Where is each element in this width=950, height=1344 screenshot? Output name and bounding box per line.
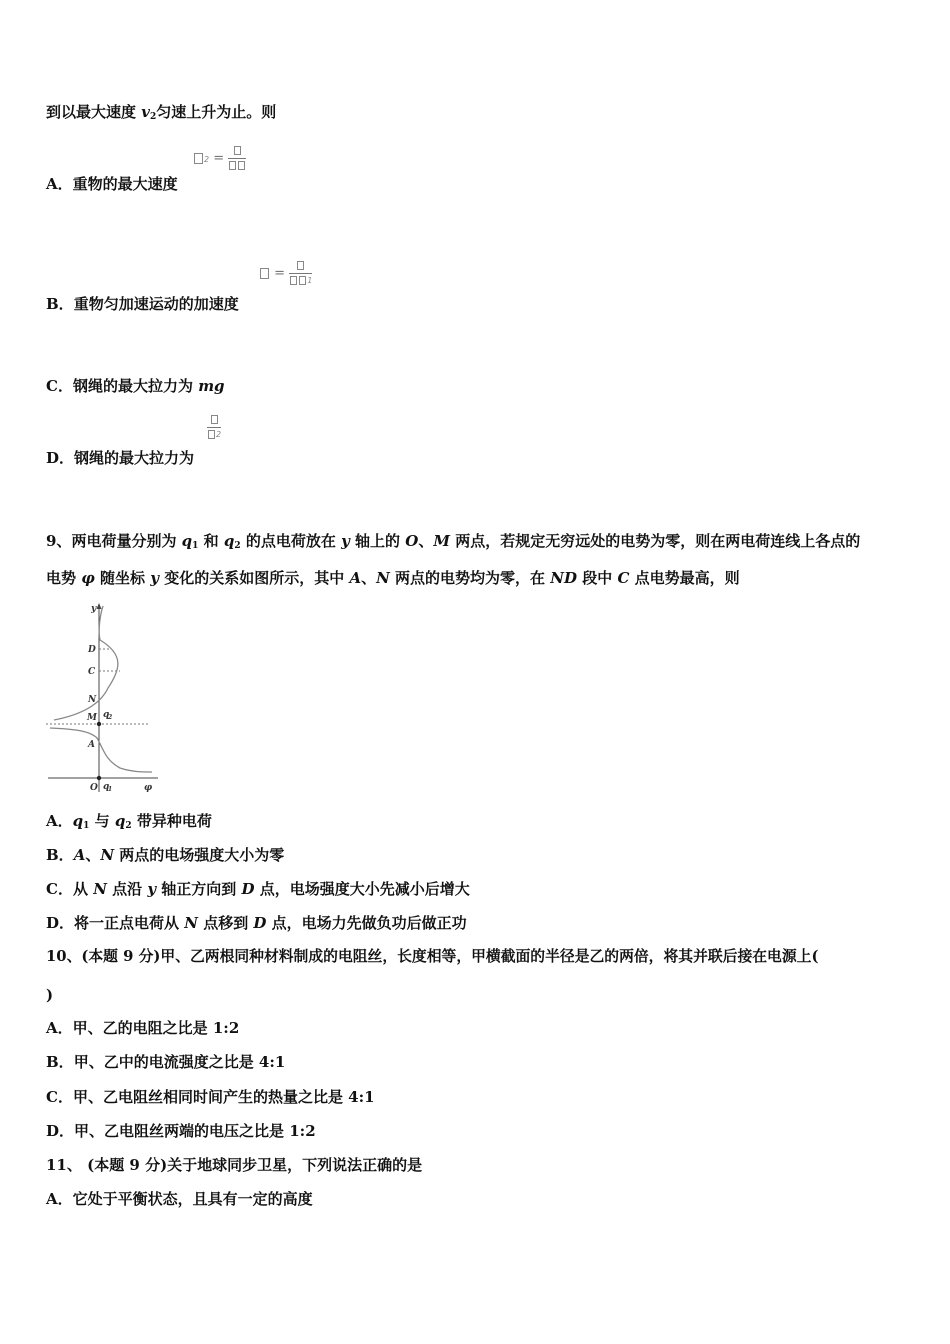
label-o: O bbox=[90, 783, 98, 793]
intro-text-b: 匀速上升为止。则 bbox=[156, 103, 277, 121]
var-sub: 1 bbox=[192, 541, 199, 551]
var-y: y bbox=[150, 569, 159, 587]
option-text: 带异种电荷 bbox=[131, 812, 212, 830]
equation-b bbox=[259, 260, 312, 287]
q9-option-a bbox=[46, 811, 212, 836]
option-text: 从 bbox=[72, 880, 94, 898]
var-a: A bbox=[349, 569, 362, 587]
option-text: 两点的电场强度大小为零 bbox=[114, 846, 285, 864]
option-text: 点移到 bbox=[197, 914, 254, 932]
option-label: B． bbox=[46, 846, 74, 864]
var-q: q bbox=[72, 812, 84, 830]
var-n: N bbox=[100, 846, 115, 864]
option-label: A． bbox=[46, 175, 73, 193]
option-label: D． bbox=[46, 1122, 75, 1140]
equation-a-equals: = bbox=[213, 151, 225, 166]
var-y: y bbox=[147, 880, 157, 898]
option-text: 甲、乙电阻丝两端的电压之比是 1:2 bbox=[74, 1122, 316, 1140]
option-label: D． bbox=[46, 914, 75, 932]
y-axis-arrow bbox=[97, 603, 102, 609]
q10-option-a bbox=[46, 1018, 239, 1038]
option-text: 点沿 bbox=[106, 880, 148, 898]
q10-stem-line-1: 10、(本题 9 分)甲、乙两根同种材料制成的电阻丝，长度相等，甲横截面的半径是乙的两倍，将其并联后接在电源上( bbox=[46, 948, 819, 965]
q9-option-b bbox=[46, 845, 284, 865]
q9-stem-line-2 bbox=[46, 568, 740, 588]
label-a: A bbox=[88, 740, 95, 750]
q9-option-d bbox=[46, 913, 467, 933]
stem-text: 两点的电势均为零，在 bbox=[389, 569, 551, 587]
option-text: 钢绳的最大拉力为 bbox=[72, 377, 199, 395]
option-label: B． bbox=[46, 295, 74, 313]
option-text: 将一正点电荷从 bbox=[74, 914, 185, 932]
intro-line bbox=[46, 102, 276, 127]
stem-text: 点电势最高，则 bbox=[629, 569, 740, 587]
var-n: N bbox=[184, 914, 198, 932]
option-label: A． bbox=[46, 1190, 73, 1208]
intro-var: v bbox=[141, 103, 150, 121]
option-label: C． bbox=[46, 377, 73, 395]
q8-option-b bbox=[46, 294, 239, 314]
stem-text: 电势 bbox=[46, 569, 82, 587]
question-number: 9、 bbox=[46, 532, 72, 550]
q9-option-c bbox=[46, 879, 470, 899]
var-phi: φ bbox=[81, 569, 95, 587]
var-q: q bbox=[223, 532, 235, 550]
equation-symbol bbox=[194, 153, 203, 164]
option-text: 与 bbox=[89, 812, 115, 830]
var-d: D bbox=[253, 914, 267, 932]
q8-option-d bbox=[46, 448, 194, 468]
option-text: 点，电场强度大小先减小后增大 bbox=[254, 880, 470, 898]
stem-text: 段中 bbox=[576, 569, 618, 587]
equation-b-equals: = bbox=[274, 266, 286, 281]
potential-curve-lower bbox=[50, 728, 152, 772]
label-q1-sub: 1 bbox=[108, 786, 113, 793]
option-var: mg bbox=[198, 377, 225, 395]
q11-option-a bbox=[46, 1189, 313, 1209]
label-n: N bbox=[88, 695, 97, 705]
var-q: q bbox=[181, 532, 193, 550]
stem-sep: 、 bbox=[418, 532, 434, 550]
q8-option-a bbox=[46, 174, 178, 194]
label-d: D bbox=[88, 645, 96, 655]
var-n: N bbox=[376, 569, 390, 587]
equation-d-fraction bbox=[207, 414, 221, 441]
potential-graph bbox=[40, 600, 165, 800]
option-text: 甲、乙的电阻之比是 1:2 bbox=[72, 1019, 240, 1037]
equation-a-sub: 2 bbox=[204, 155, 210, 164]
var-sub: 1 bbox=[83, 821, 90, 831]
charge-q2-point bbox=[97, 722, 101, 726]
var-q: q bbox=[114, 812, 126, 830]
option-sep: 、 bbox=[85, 846, 101, 864]
intro-text-a: 到以最大速度 bbox=[46, 103, 142, 121]
var-c: C bbox=[617, 569, 630, 587]
intro-sub: 2 bbox=[149, 112, 157, 122]
var-sub: 2 bbox=[234, 541, 241, 551]
var-nd: ND bbox=[550, 569, 577, 587]
charge-q1-point bbox=[97, 776, 101, 780]
label-q2: q bbox=[103, 710, 110, 720]
var-sub: 2 bbox=[125, 821, 132, 831]
equation-a-fraction bbox=[228, 145, 246, 172]
option-text: 钢绳的最大拉力为 bbox=[74, 449, 195, 467]
var-y: y bbox=[341, 532, 350, 550]
q8-option-c bbox=[46, 376, 225, 396]
option-text: 重物的最大速度 bbox=[72, 175, 178, 193]
label-q1: q bbox=[103, 782, 110, 792]
equation-b-fraction bbox=[289, 260, 312, 287]
stem-text: 变化的关系如图所示，其中 bbox=[158, 569, 350, 587]
stem-text: 两电荷量分别为 bbox=[71, 532, 182, 550]
label-m: M bbox=[87, 713, 97, 723]
label-c: C bbox=[88, 667, 96, 677]
option-text: 它处于平衡状态，且具有一定的高度 bbox=[72, 1190, 313, 1208]
label-y: y bbox=[91, 604, 97, 614]
option-label: B． bbox=[46, 1053, 74, 1071]
q9-stem-line-1 bbox=[46, 531, 860, 556]
var-o: O bbox=[405, 532, 419, 550]
stem-text: 轴上的 bbox=[349, 532, 406, 550]
option-label: C． bbox=[46, 880, 73, 898]
stem-text: 随坐标 bbox=[94, 569, 151, 587]
var-m: M bbox=[433, 532, 450, 550]
option-label: A． bbox=[46, 812, 73, 830]
equation-b-sub: 1 bbox=[307, 276, 313, 285]
stem-sep: 、 bbox=[361, 569, 377, 587]
q10-option-c bbox=[46, 1087, 375, 1107]
potential-curve-upper bbox=[54, 606, 118, 720]
var-n: N bbox=[93, 880, 107, 898]
option-label: D． bbox=[46, 449, 75, 467]
option-text: 点，电场力先做负功后做正功 bbox=[266, 914, 467, 932]
q10-option-d bbox=[46, 1121, 316, 1141]
label-phi: φ bbox=[144, 783, 153, 793]
option-label: C． bbox=[46, 1088, 73, 1106]
equation-d bbox=[207, 414, 221, 441]
stem-text: 的点电荷放在 bbox=[240, 532, 342, 550]
equation-symbol bbox=[260, 268, 269, 279]
option-text: 甲、乙中的电流强度之比是 4:1 bbox=[73, 1053, 286, 1071]
option-label: A． bbox=[46, 1019, 73, 1037]
stem-text: 和 bbox=[198, 532, 224, 550]
q10-stem-line-2: ) bbox=[46, 986, 54, 1004]
label-q2-sub: 2 bbox=[108, 714, 113, 721]
var-a: A bbox=[73, 846, 86, 864]
q10-option-b bbox=[46, 1052, 285, 1072]
stem-text: 两点，若规定无穷远处的电势为零，则在两电荷连线上各点的 bbox=[449, 532, 861, 550]
option-text: 轴正方向到 bbox=[156, 880, 242, 898]
option-text: 甲、乙电阻丝相同时间产生的热量之比是 4:1 bbox=[72, 1088, 375, 1106]
option-text: 重物匀加速运动的加速度 bbox=[73, 295, 239, 313]
equation-d-sub: 2 bbox=[216, 430, 222, 439]
q11-stem: 11、 (本题 9 分)关于地球同步卫星，下列说法正确的是 bbox=[46, 1156, 423, 1174]
equation-a bbox=[193, 145, 246, 172]
var-d: D bbox=[241, 880, 255, 898]
